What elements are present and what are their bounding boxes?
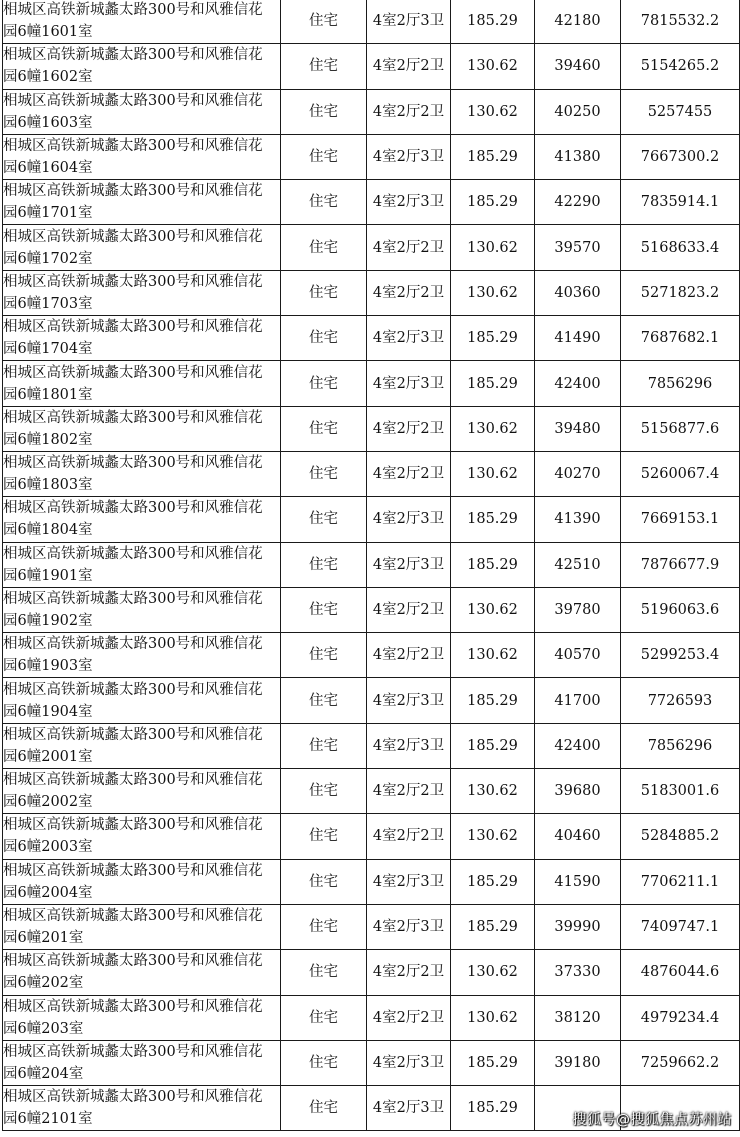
address-cell <box>3 904 281 949</box>
total-price-cell: 7409747.1 <box>621 904 740 949</box>
address-line-2: 园6幢2004室 <box>3 884 93 901</box>
usage-cell: 住宅 <box>281 904 367 949</box>
area-cell: 185.29 <box>451 904 535 949</box>
area-cell: 185.29 <box>451 316 535 361</box>
address-line-1: 相城区高铁新城蠡太路300号和风雅信花 <box>3 273 263 290</box>
usage-cell: 住宅 <box>281 134 367 179</box>
layout-cell: 4室2厅3卫 <box>367 1040 451 1085</box>
address-line-1: 相城区高铁新城蠡太路300号和风雅信花 <box>3 772 263 789</box>
address-line-1: 相城区高铁新城蠡太路300号和风雅信花 <box>3 183 263 200</box>
area-cell: 185.29 <box>451 0 535 44</box>
total-price-cell: 5284885.2 <box>621 814 740 859</box>
address-cell <box>3 89 281 134</box>
address-line-1: 相城区高铁新城蠡太路300号和风雅信花 <box>3 908 263 925</box>
unit-price-cell: 42290 <box>535 180 621 225</box>
address-line-2: 园6幢2002室 <box>3 794 93 811</box>
address-cell <box>3 180 281 225</box>
table-row <box>3 316 740 361</box>
table-row <box>3 497 740 542</box>
address-line-2: 园6幢1602室 <box>3 69 93 86</box>
unit-price-cell: 39680 <box>535 769 621 814</box>
unit-price-cell: 39780 <box>535 587 621 632</box>
address-line-2: 园6幢1902室 <box>3 613 93 629</box>
area-cell: 185.29 <box>451 1040 535 1085</box>
total-price-cell: 7667300.2 <box>621 134 740 179</box>
layout-cell: 4室2厅3卫 <box>367 361 451 406</box>
unit-price-cell: 42400 <box>535 361 621 406</box>
unit-price-cell: 40250 <box>535 89 621 134</box>
address-line-2: 园6幢1703室 <box>3 295 93 312</box>
layout-cell: 4室2厅3卫 <box>367 542 451 587</box>
table-row <box>3 406 740 451</box>
layout-cell: 4室2厅2卫 <box>367 814 451 859</box>
area-cell: 130.62 <box>451 950 535 995</box>
address-cell <box>3 44 281 89</box>
layout-cell: 4室2厅2卫 <box>367 225 451 270</box>
unit-price-cell: 39990 <box>535 904 621 949</box>
address-cell <box>3 769 281 814</box>
layout-cell: 4室2厅3卫 <box>367 316 451 361</box>
address-line-2: 园6幢204室 <box>3 1065 84 1082</box>
address-cell <box>3 1086 281 1131</box>
unit-price-cell: 41380 <box>535 134 621 179</box>
address-line-2: 园6幢2101室 <box>3 1111 93 1128</box>
table-row <box>3 542 740 587</box>
usage-cell: 住宅 <box>281 678 367 723</box>
area-cell: 185.29 <box>451 859 535 904</box>
area-cell: 130.62 <box>451 814 535 859</box>
address-cell <box>3 859 281 904</box>
usage-cell: 住宅 <box>281 270 367 315</box>
address-cell <box>3 542 281 587</box>
unit-price-cell: 39570 <box>535 225 621 270</box>
address-line-2: 园6幢202室 <box>3 975 84 992</box>
usage-cell: 住宅 <box>281 995 367 1040</box>
usage-cell: 住宅 <box>281 1040 367 1085</box>
address-line-1: 相城区高铁新城蠡太路300号和风雅信花 <box>3 1043 263 1060</box>
unit-price-cell: 41490 <box>535 316 621 361</box>
usage-cell: 住宅 <box>281 180 367 225</box>
address-line-2: 园6幢1804室 <box>3 522 93 539</box>
layout-cell: 4室2厅2卫 <box>367 587 451 632</box>
unit-price-cell: 41390 <box>535 497 621 542</box>
address-cell <box>3 587 281 632</box>
address-line-1: 相城区高铁新城蠡太路300号和风雅信花 <box>3 138 263 155</box>
usage-cell: 住宅 <box>281 859 367 904</box>
area-cell: 185.29 <box>451 361 535 406</box>
address-line-1: 相城区高铁新城蠡太路300号和风雅信花 <box>3 1089 263 1106</box>
unit-price-cell: 39180 <box>535 1040 621 1085</box>
usage-cell: 住宅 <box>281 225 367 270</box>
total-price-cell: 5196063.6 <box>621 587 740 632</box>
address-cell <box>3 316 281 361</box>
layout-cell: 4室2厅2卫 <box>367 406 451 451</box>
usage-cell: 住宅 <box>281 497 367 542</box>
address-line-2: 园6幢1904室 <box>3 703 93 720</box>
area-cell: 130.62 <box>451 225 535 270</box>
address-line-2: 园6幢1802室 <box>3 431 93 448</box>
total-price-cell: 7259662.2 <box>621 1040 740 1085</box>
unit-price-cell: 42400 <box>535 723 621 768</box>
table-row <box>3 225 740 270</box>
area-cell: 185.29 <box>451 497 535 542</box>
usage-cell: 住宅 <box>281 633 367 678</box>
address-line-2: 园6幢1604室 <box>3 160 93 177</box>
usage-cell: 住宅 <box>281 361 367 406</box>
layout-cell: 4室2厅2卫 <box>367 44 451 89</box>
total-price-cell: 7835914.1 <box>621 180 740 225</box>
address-cell <box>3 723 281 768</box>
table-row <box>3 723 740 768</box>
table-body <box>3 0 740 1131</box>
table-row <box>3 44 740 89</box>
address-line-1: 相城区高铁新城蠡太路300号和风雅信花 <box>3 455 263 472</box>
table-row <box>3 451 740 496</box>
layout-cell: 4室2厅2卫 <box>367 950 451 995</box>
area-cell: 185.29 <box>451 134 535 179</box>
usage-cell: 住宅 <box>281 44 367 89</box>
total-price-cell: 7687682.1 <box>621 316 740 361</box>
address-line-1: 相城区高铁新城蠡太路300号和风雅信花 <box>3 364 263 381</box>
address-line-1: 相城区高铁新城蠡太路300号和风雅信花 <box>3 545 263 562</box>
unit-price-cell: 40360 <box>535 270 621 315</box>
area-cell: 130.62 <box>451 769 535 814</box>
table-row <box>3 0 740 44</box>
address-line-1: 相城区高铁新城蠡太路300号和风雅信花 <box>3 92 263 109</box>
address-line-2: 园6幢1704室 <box>3 341 93 358</box>
table-row <box>3 859 740 904</box>
address-line-1: 相城区高铁新城蠡太路300号和风雅信花 <box>3 319 263 336</box>
address-line-1: 相城区高铁新城蠡太路300号和风雅信花 <box>3 726 263 743</box>
total-price-cell: 5299253.4 <box>621 633 740 678</box>
total-price-cell: 5183001.6 <box>621 769 740 814</box>
area-cell: 130.62 <box>451 995 535 1040</box>
total-price-cell: 4979234.4 <box>621 995 740 1040</box>
address-cell <box>3 406 281 451</box>
area-cell: 130.62 <box>451 633 535 678</box>
address-cell <box>3 950 281 995</box>
layout-cell: 4室2厅3卫 <box>367 678 451 723</box>
layout-cell: 4室2厅2卫 <box>367 995 451 1040</box>
usage-cell: 住宅 <box>281 950 367 995</box>
table-row <box>3 904 740 949</box>
layout-cell: 4室2厅3卫 <box>367 497 451 542</box>
usage-cell: 住宅 <box>281 1086 367 1131</box>
area-cell: 130.62 <box>451 587 535 632</box>
unit-price-cell: 37330 <box>535 950 621 995</box>
unit-price-cell: 41590 <box>535 859 621 904</box>
usage-cell: 住宅 <box>281 542 367 587</box>
address-line-1: 相城区高铁新城蠡太路300号和风雅信花 <box>3 998 263 1015</box>
address-cell <box>3 225 281 270</box>
table-row <box>3 180 740 225</box>
layout-cell: 4室2厅3卫 <box>367 134 451 179</box>
layout-cell: 4室2厅3卫 <box>367 723 451 768</box>
address-line-2: 园6幢1801室 <box>3 386 93 403</box>
layout-cell: 4室2厅2卫 <box>367 769 451 814</box>
usage-cell: 住宅 <box>281 723 367 768</box>
table-row <box>3 89 740 134</box>
usage-cell: 住宅 <box>281 89 367 134</box>
address-line-2: 园6幢2001室 <box>3 748 93 765</box>
address-line-2: 园6幢1702室 <box>3 250 93 267</box>
address-cell <box>3 0 281 44</box>
area-cell: 130.62 <box>451 451 535 496</box>
usage-cell: 住宅 <box>281 451 367 496</box>
address-line-1: 相城区高铁新城蠡太路300号和风雅信花 <box>3 591 263 607</box>
total-price-cell: 7856296 <box>621 723 740 768</box>
address-line-2: 园6幢1701室 <box>3 205 93 222</box>
total-price-cell: 7876677.9 <box>621 542 740 587</box>
table-row <box>3 587 740 632</box>
address-cell <box>3 995 281 1040</box>
address-line-2: 园6幢203室 <box>3 1020 84 1037</box>
address-line-2: 园6幢1601室 <box>3 24 93 41</box>
address-line-2: 园6幢1903室 <box>3 658 93 675</box>
unit-price-cell: 42180 <box>535 0 621 44</box>
layout-cell: 4室2厅2卫 <box>367 270 451 315</box>
total-price-cell: 4876044.6 <box>621 950 740 995</box>
price-list-table <box>2 0 740 1131</box>
address-line-2: 园6幢2003室 <box>3 839 93 856</box>
table-row <box>3 678 740 723</box>
address-line-2: 园6幢1603室 <box>3 114 93 131</box>
address-cell <box>3 633 281 678</box>
table-row <box>3 361 740 406</box>
table-row <box>3 1040 740 1085</box>
total-price-cell: 5156877.6 <box>621 406 740 451</box>
table-row <box>3 995 740 1040</box>
address-line-1: 相城区高铁新城蠡太路300号和风雅信花 <box>3 228 263 245</box>
total-price-cell: 7706211.1 <box>621 859 740 904</box>
layout-cell: 4室2厅3卫 <box>367 180 451 225</box>
address-line-1: 相城区高铁新城蠡太路300号和风雅信花 <box>3 817 263 834</box>
address-line-1: 相城区高铁新城蠡太路300号和风雅信花 <box>3 47 263 64</box>
layout-cell: 4室2厅2卫 <box>367 451 451 496</box>
address-line-1: 相城区高铁新城蠡太路300号和风雅信花 <box>3 953 263 970</box>
total-price-cell: 5257455 <box>621 89 740 134</box>
total-price-cell: 5271823.2 <box>621 270 740 315</box>
area-cell: 185.29 <box>451 1086 535 1131</box>
unit-price-cell: 39460 <box>535 44 621 89</box>
layout-cell: 4室2厅3卫 <box>367 859 451 904</box>
area-cell: 185.29 <box>451 678 535 723</box>
address-cell <box>3 270 281 315</box>
unit-price-cell: 39480 <box>535 406 621 451</box>
address-line-1: 相城区高铁新城蠡太路300号和风雅信花 <box>3 862 263 879</box>
address-cell <box>3 497 281 542</box>
address-cell <box>3 134 281 179</box>
area-cell: 130.62 <box>451 406 535 451</box>
area-cell: 130.62 <box>451 270 535 315</box>
table-row <box>3 134 740 179</box>
area-cell: 185.29 <box>451 723 535 768</box>
address-line-1: 相城区高铁新城蠡太路300号和风雅信花 <box>3 2 263 19</box>
table-row <box>3 769 740 814</box>
total-price-cell: 5260067.4 <box>621 451 740 496</box>
area-cell: 130.62 <box>451 44 535 89</box>
layout-cell: 4室2厅3卫 <box>367 0 451 44</box>
usage-cell: 住宅 <box>281 316 367 361</box>
layout-cell: 4室2厅2卫 <box>367 633 451 678</box>
total-price-cell: 5154265.2 <box>621 44 740 89</box>
usage-cell: 住宅 <box>281 587 367 632</box>
unit-price-cell: 42510 <box>535 542 621 587</box>
layout-cell: 4室2厅3卫 <box>367 1086 451 1131</box>
total-price-cell: 7726593 <box>621 678 740 723</box>
address-line-1: 相城区高铁新城蠡太路300号和风雅信花 <box>3 681 263 698</box>
table-row <box>3 950 740 995</box>
unit-price-cell: 40270 <box>535 451 621 496</box>
address-cell <box>3 451 281 496</box>
usage-cell: 住宅 <box>281 814 367 859</box>
unit-price-cell: 38120 <box>535 995 621 1040</box>
total-price-cell: 7815532.2 <box>621 0 740 44</box>
table-row <box>3 814 740 859</box>
area-cell: 185.29 <box>451 542 535 587</box>
watermark: 搜狐号@搜狐焦点苏州站 <box>572 1112 732 1128</box>
address-cell <box>3 814 281 859</box>
total-price-cell: 5168633.4 <box>621 225 740 270</box>
table-row <box>3 633 740 678</box>
address-line-2: 园6幢201室 <box>3 930 84 947</box>
usage-cell: 住宅 <box>281 769 367 814</box>
address-line-2: 园6幢1803室 <box>3 477 93 494</box>
address-cell <box>3 361 281 406</box>
address-cell <box>3 678 281 723</box>
address-line-2: 园6幢1901室 <box>3 567 93 584</box>
address-line-1: 相城区高铁新城蠡太路300号和风雅信花 <box>3 500 263 517</box>
unit-price-cell: 40460 <box>535 814 621 859</box>
total-price-cell: 7669153.1 <box>621 497 740 542</box>
address-line-1: 相城区高铁新城蠡太路300号和风雅信花 <box>3 409 263 426</box>
unit-price-cell: 41700 <box>535 678 621 723</box>
address-line-1: 相城区高铁新城蠡太路300号和风雅信花 <box>3 636 263 653</box>
usage-cell: 住宅 <box>281 0 367 44</box>
layout-cell: 4室2厅3卫 <box>367 904 451 949</box>
address-cell <box>3 1040 281 1085</box>
unit-price-cell: 40570 <box>535 633 621 678</box>
area-cell: 185.29 <box>451 180 535 225</box>
table-row <box>3 270 740 315</box>
layout-cell: 4室2厅2卫 <box>367 89 451 134</box>
total-price-cell: 7856296 <box>621 361 740 406</box>
usage-cell: 住宅 <box>281 406 367 451</box>
area-cell: 130.62 <box>451 89 535 134</box>
